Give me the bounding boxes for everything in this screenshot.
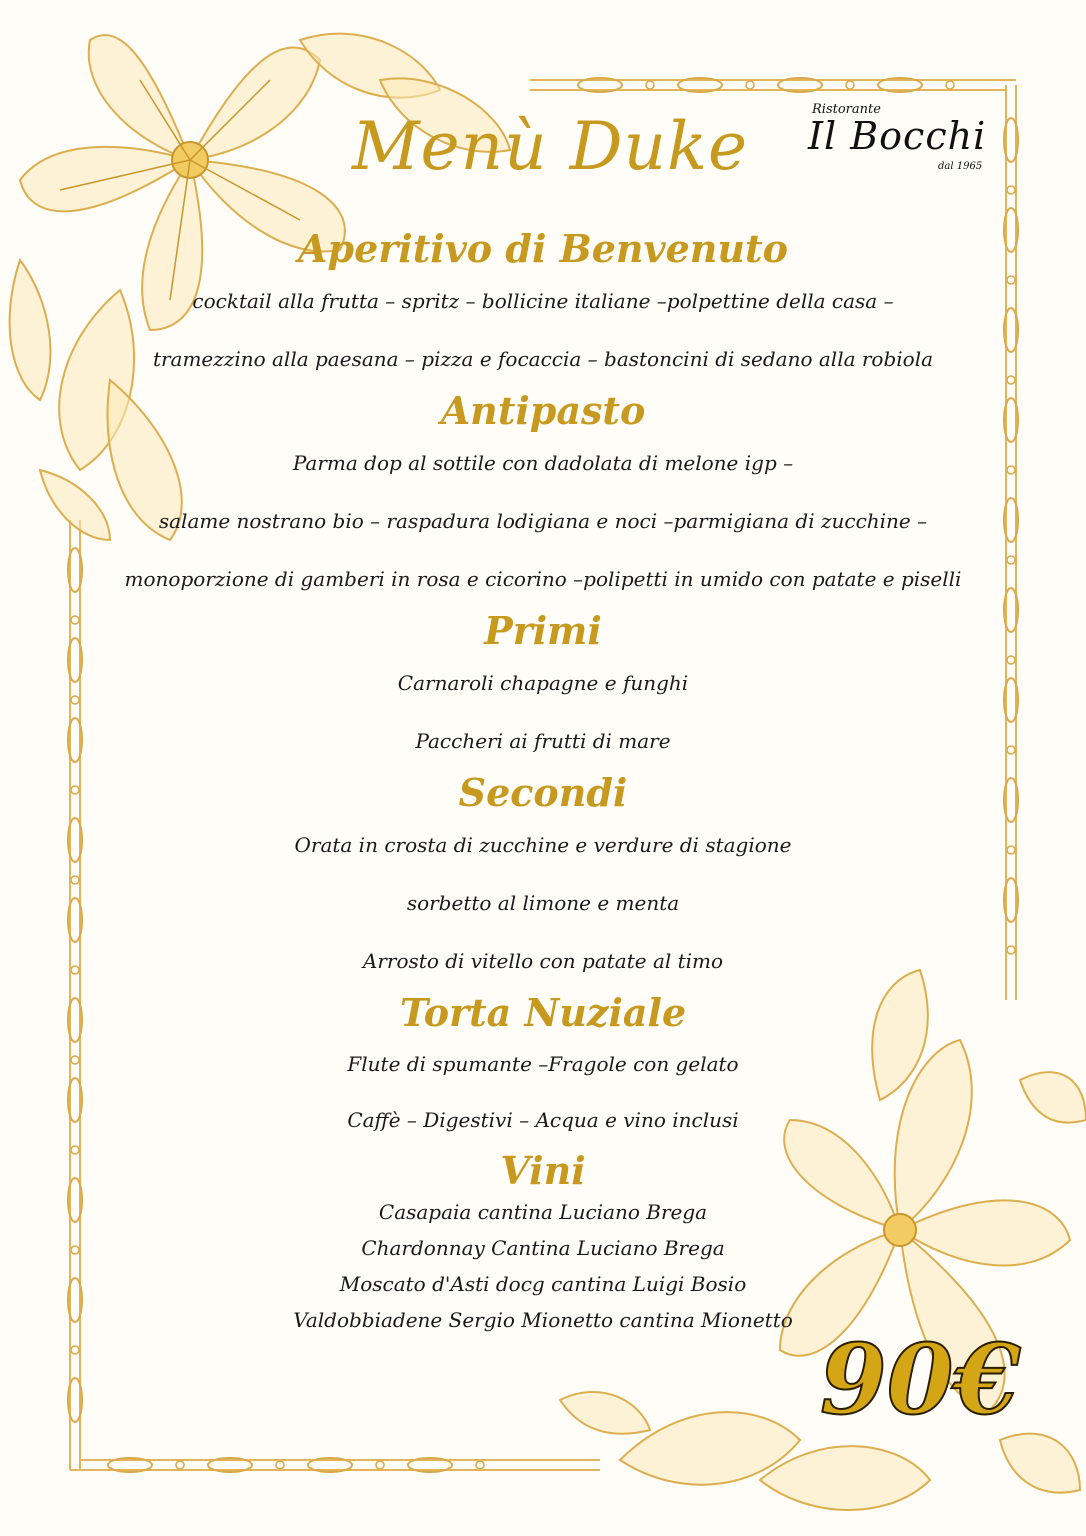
- section-antipasto: [120, 388, 966, 608]
- logo-name: Il Bocchi: [808, 114, 987, 158]
- menu-line: salame nostrano bio – raspadura lodigiana e noci –parmigiana di zucchine –: [158, 509, 928, 533]
- menu-line: Valdobbiadene Sergio Mionetto cantina Mionetto: [293, 1308, 793, 1332]
- menu-line: monoporzione di gamberi in rosa e cicorino –polipetti in umido con patate e piselli: [124, 567, 962, 591]
- menu-line: Parma dop al sottile con dadolata di melone igp –: [292, 451, 794, 475]
- menu-line: Moscato d'Asti docg cantina Luigi Bosio: [339, 1272, 747, 1296]
- section-title: Aperitivo di Benvenuto: [298, 226, 788, 271]
- logo-subtitle: Ristorante: [812, 102, 881, 117]
- menu-line: sorbetto al limone e menta: [406, 891, 680, 915]
- section-title: Torta Nuziale: [399, 990, 687, 1035]
- section-primi: [120, 608, 966, 770]
- restaurant-logo: [800, 100, 990, 180]
- menu-title: Menù Duke: [351, 108, 749, 185]
- menu-line: tramezzino alla paesana – pizza e focaccia – bastoncini di sedano alla robiola: [152, 347, 934, 371]
- menu-line: Paccheri ai frutti di mare: [415, 729, 671, 753]
- menu-line: Carnaroli chapagne e funghi: [397, 671, 689, 695]
- menu-line: Arrosto di vitello con patate al timo: [362, 949, 724, 973]
- section-title: Antipasto: [440, 388, 646, 433]
- section-vini: [120, 1148, 966, 1338]
- section-title: Vini: [500, 1148, 586, 1193]
- menu-line: cocktail alla frutta – spritz – bollicine italiane –polpettine della casa –: [192, 289, 894, 313]
- menu-line: Casapaia cantina Luciano Brega: [378, 1200, 708, 1224]
- menu-line: Chardonnay Cantina Luciano Brega: [361, 1236, 725, 1260]
- section-secondi: [120, 770, 966, 990]
- section-title: Primi: [484, 608, 602, 653]
- section-title: Secondi: [458, 770, 628, 815]
- price-tag: 90€: [820, 1323, 1021, 1436]
- menu-line: Orata in crosta di zucchine e verdure di stagione: [294, 833, 792, 857]
- menu-line: Caffè – Digestivi – Acqua e vino inclusi: [347, 1108, 739, 1132]
- menu-content: [120, 226, 966, 1338]
- menu-line: Flute di spumante –Fragole con gelato: [347, 1052, 739, 1076]
- logo-since: dal 1965: [938, 161, 983, 172]
- section-torta-nuziale: [120, 990, 966, 1148]
- section-aperitivo: [120, 226, 966, 388]
